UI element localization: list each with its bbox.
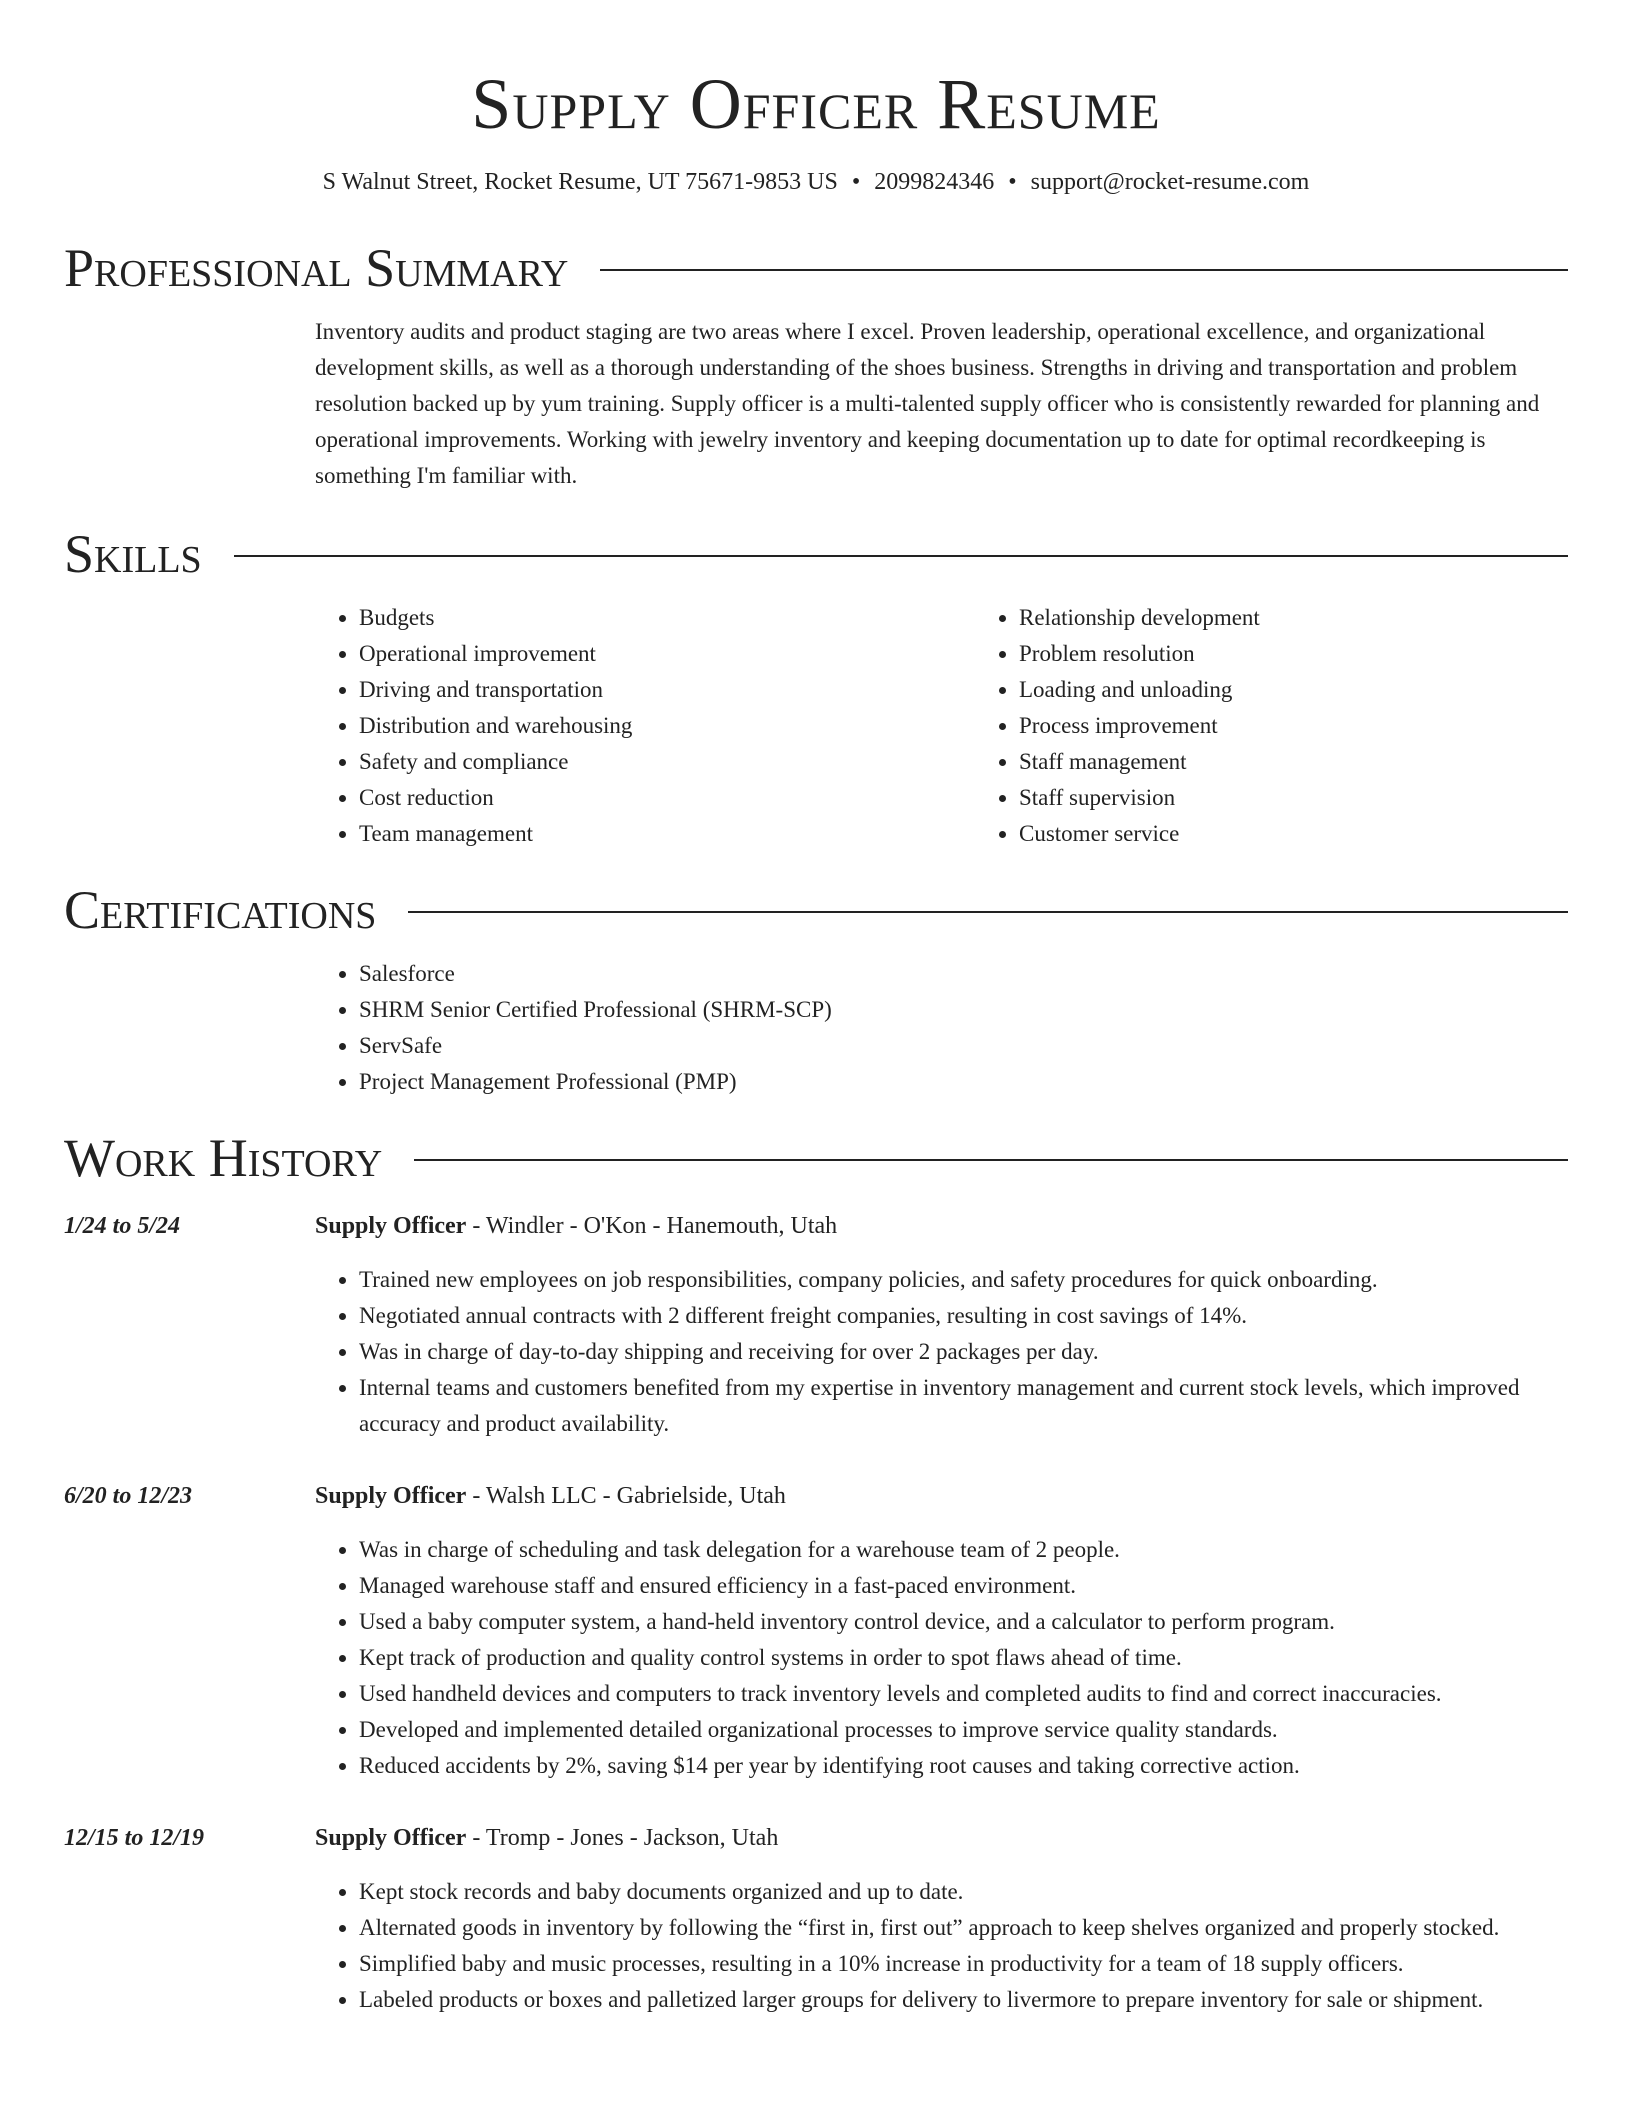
job-bullets — [315, 1532, 1568, 1784]
certifications-title: Certifications — [64, 880, 377, 940]
summary-body — [315, 314, 1568, 494]
list-item: • Driving and transportation — [359, 672, 975, 708]
certifications-header — [64, 878, 1568, 942]
list-item: • Staff supervision — [1019, 780, 1632, 816]
list-item: • Reduced accidents by 2%, saving $14 per year by identifying root causes and taking corrective action. — [359, 1748, 1568, 1784]
job-title: Supply Officer — [315, 1825, 467, 1851]
list-item: • Developed and implemented detailed organizational processes to improve service quality standards. — [359, 1712, 1568, 1748]
list-item: • Was in charge of day-to-day shipping and receiving for over 2 packages per day. — [359, 1334, 1568, 1370]
list-item: • Alternated goods in inventory by following the “first in, first out” approach to keep shelves organized and properly stocked. — [359, 1910, 1568, 1946]
list-item: • Team management — [359, 816, 975, 852]
certifications-body — [315, 956, 1568, 1100]
list-item: • Process improvement — [1019, 708, 1632, 744]
work-history-section — [64, 1126, 1568, 2018]
skills-header — [64, 522, 1568, 586]
job-title: Supply Officer — [315, 1213, 467, 1239]
job-main — [315, 1208, 1568, 1442]
certifications-section — [64, 878, 1568, 1100]
job-bullets — [315, 1262, 1568, 1442]
contact-email: support@rocket-resume.com — [1030, 169, 1310, 195]
contact-line — [64, 166, 1568, 198]
list-item: • Used a baby computer system, a hand-held inventory control device, and a calculator to perform program. — [359, 1604, 1568, 1640]
summary-text: Inventory audits and product staging are two areas where I excel. Proven leadership, operational excellence, and organizational development skills, as well as a thorough understanding of the shoes business. Strengths in driving and transportation and problem resolution backed up by yum training. Supply officer is a multi-talented supply officer who is consistently rewarded for planning and operational improvements. Working with jewelry inventory and keeping documentation up to date for optimal recordkeeping is something I'm familiar with. — [315, 319, 1540, 488]
job-title-line — [315, 1208, 1568, 1244]
job-dates: 1/24 to 5/24 — [64, 1213, 181, 1239]
list-item: • Project Management Professional (PMP) — [359, 1064, 1568, 1100]
skills-grid — [315, 600, 1568, 852]
skills-section — [64, 522, 1568, 852]
work-history-header — [64, 1126, 1568, 1190]
work-history-title: Work History — [64, 1128, 383, 1188]
section-divider — [408, 911, 1568, 913]
section-divider — [234, 555, 1568, 557]
certifications-list — [315, 956, 1568, 1100]
skills-list-left — [315, 600, 975, 852]
list-item: • Simplified baby and music processes, resulting in a 10% increase in productivity for a team of 18 supply officers. — [359, 1946, 1568, 1982]
list-item: • Staff management — [1019, 744, 1632, 780]
job-title: Supply Officer — [315, 1483, 467, 1509]
job-dates: 6/20 to 12/23 — [64, 1483, 193, 1509]
job-employer-location: - Windler - O'Kon - Hanemouth, Utah — [466, 1213, 838, 1239]
list-item: • Was in charge of scheduling and task delegation for a warehouse team of 2 people. — [359, 1532, 1568, 1568]
contact-separator: • — [1008, 169, 1017, 195]
list-item: • SHRM Senior Certified Professional (SHRM-SCP) — [359, 992, 1568, 1028]
summary-header — [64, 236, 1568, 300]
list-item: • Distribution and warehousing — [359, 708, 975, 744]
job-employer-location: - Tromp - Jones - Jackson, Utah — [466, 1825, 779, 1851]
contact-address: S Walnut Street, Rocket Resume, UT 75671-9853 US — [322, 169, 838, 195]
job-employer-location: - Walsh LLC - Gabrielside, Utah — [466, 1483, 786, 1509]
list-item: • Cost reduction — [359, 780, 975, 816]
list-item: • Loading and unloading — [1019, 672, 1632, 708]
list-item: • Relationship development — [1019, 600, 1632, 636]
summary-section — [64, 236, 1568, 494]
summary-title: Professional Summary — [64, 238, 569, 298]
job-main — [315, 1820, 1568, 2018]
resume-name: Supply Officer Resume — [471, 64, 1161, 144]
job-title-line — [315, 1820, 1568, 1856]
job-bullets — [315, 1874, 1568, 2018]
list-item: • Budgets — [359, 600, 975, 636]
contact-phone: 2099824346 — [874, 169, 995, 195]
list-item: • Managed warehouse staff and ensured efficiency in a fast-paced environment. — [359, 1568, 1568, 1604]
skills-title: Skills — [64, 524, 202, 584]
section-divider — [600, 269, 1568, 271]
list-item: • Used handheld devices and computers to track inventory levels and completed audits to find and correct inaccuracies. — [359, 1676, 1568, 1712]
job-entry — [64, 1478, 1568, 1784]
skills-list-right — [975, 600, 1632, 852]
job-entry — [64, 1820, 1568, 2018]
list-item: • Internal teams and customers benefited from my expertise in inventory management and current stock levels, which improved accuracy and product availability. — [359, 1370, 1568, 1442]
list-item: • Labeled products or boxes and palletized larger groups for delivery to livermore to prepare inventory for sale or shipment. — [359, 1982, 1568, 2018]
list-item: • Operational improvement — [359, 636, 975, 672]
list-item: • Kept stock records and baby documents organized and up to date. — [359, 1874, 1568, 1910]
list-item: • Kept track of production and quality control systems in order to spot flaws ahead of time. — [359, 1640, 1568, 1676]
list-item: • Customer service — [1019, 816, 1632, 852]
job-main — [315, 1478, 1568, 1784]
list-item: • Negotiated annual contracts with 2 different freight companies, resulting in cost savings of 14%. — [359, 1298, 1568, 1334]
job-entry — [64, 1208, 1568, 1442]
list-item: • Problem resolution — [1019, 636, 1632, 672]
list-item: • Salesforce — [359, 956, 1568, 992]
list-item: • Trained new employees on job responsibilities, company policies, and safety procedures for quick onboarding. — [359, 1262, 1568, 1298]
job-dates: 12/15 to 12/19 — [64, 1825, 205, 1851]
section-divider — [414, 1159, 1568, 1161]
contact-separator: • — [851, 169, 861, 195]
list-item: • ServSafe — [359, 1028, 1568, 1064]
list-item: • Safety and compliance — [359, 744, 975, 780]
job-title-line — [315, 1478, 1568, 1514]
work-history-jobs — [64, 1208, 1568, 2018]
